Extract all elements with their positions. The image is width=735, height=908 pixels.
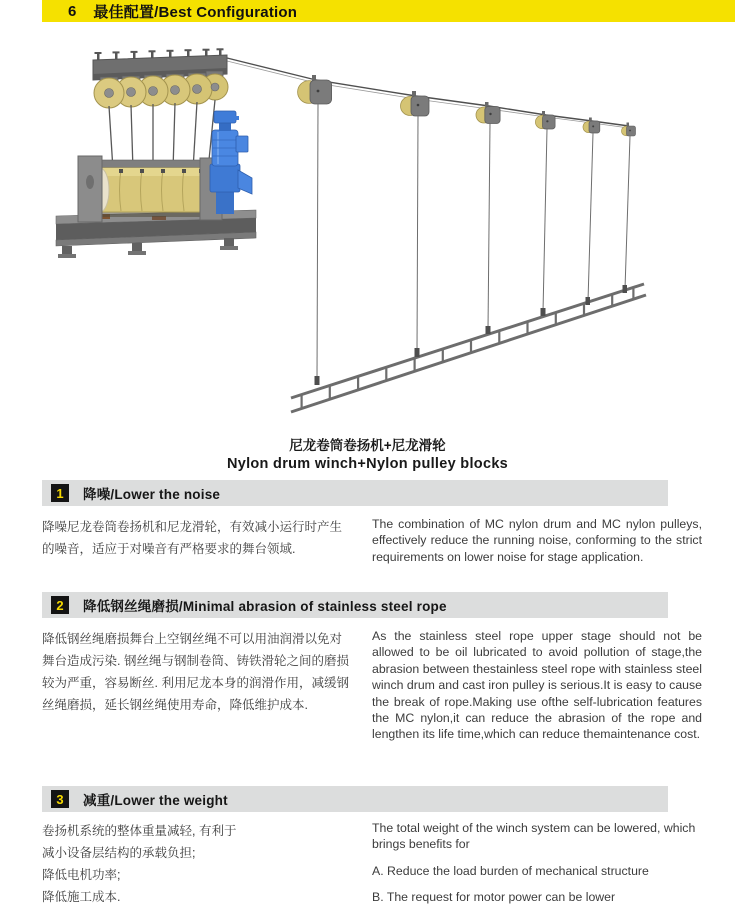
pulley-block bbox=[621, 123, 635, 137]
drum-cables bbox=[109, 100, 215, 170]
section-body-3 bbox=[42, 812, 702, 908]
cable-clamps bbox=[315, 285, 628, 385]
section-title-3: 减重/Lower the weight bbox=[83, 793, 228, 808]
section-1-text-en: The combination of MC nylon drum and MC nylon pulleys, effectively reduce the running noise, conforming to the strict requirements on lower noise for stage application. bbox=[372, 517, 702, 564]
zh-line: 降低电机功率; bbox=[42, 868, 121, 882]
section-number-badge-1: 1 bbox=[51, 484, 69, 502]
sections-container bbox=[42, 480, 702, 908]
winch-illustration bbox=[0, 30, 735, 430]
chapter-title: 最佳配置/Best Configuration bbox=[93, 3, 298, 21]
zh-line: 卷扬机系统的整体重量减轻, 有利于 bbox=[42, 824, 237, 838]
section-body-1 bbox=[42, 506, 702, 592]
zh-line: 减小设备层结构的承载负担; bbox=[42, 846, 196, 860]
chapter-number: 6 bbox=[68, 2, 77, 20]
figure-caption-en: Nylon drum winch+Nylon pulley blocks bbox=[226, 456, 509, 472]
nylon-pulley-blocks bbox=[298, 75, 636, 136]
en-benefit-b: B. The request for motor power can be lower bbox=[372, 890, 616, 905]
section-body-2 bbox=[42, 618, 702, 786]
en-benefit-a: A. Reduce the load burden of mechanical structure bbox=[372, 863, 649, 878]
head-pulley-beam bbox=[93, 48, 228, 108]
section-minimal-abrasion bbox=[42, 592, 702, 786]
section-number-badge-3: 3 bbox=[51, 790, 69, 808]
section-header-3 bbox=[42, 786, 668, 812]
section-3-list-en bbox=[372, 820, 702, 908]
section-lower-noise bbox=[42, 480, 702, 592]
section-lower-weight bbox=[42, 786, 702, 908]
figure-winch-system bbox=[0, 30, 735, 474]
section-header-2 bbox=[42, 592, 668, 618]
section-2-text-en: As the stainless steel rope upper stage should not be allowed to be oil lubricated to avoid pollution of stage,the abrasion between thestainless steel rope with stainless steel winch drum and cast iron pulley is serious.It is easy to cause the break of rope.Making use ofthe self-lubrication features the MC nylon,it can reduce the abrasion of the rope and lengthen its life time,which can reduce themaintenance cost. bbox=[372, 629, 702, 742]
truss-batten bbox=[291, 284, 646, 412]
wire-rope-horizontal bbox=[227, 58, 629, 128]
winch-drum-assembly bbox=[78, 156, 222, 222]
section-3-list-zh bbox=[42, 820, 350, 908]
section-1-text-zh: 降噪尼龙卷筒卷扬机和尼龙滑轮，有效减小运行时产生的噪音，适应于对噪音有严格要求的舞台领域. bbox=[42, 520, 343, 556]
en-intro: The total weight of the winch system can be lowered, which brings benefits for bbox=[372, 821, 696, 852]
zh-line: 降低施工成本. bbox=[42, 890, 121, 904]
section-header-1 bbox=[42, 480, 668, 506]
figure-caption bbox=[0, 436, 735, 474]
section-2-text-zh: 降低钢丝绳磨损舞台上空钢丝绳不可以用油润滑以免对舞台造成污染. 钢丝绳与钢制卷筒、铸铁滑轮之间的磨损较为严重，容易断丝. 利用尼龙本身的润滑作用，减缓钢丝绳磨损，延长钢丝绳使用寿命，降低维护成本. bbox=[42, 632, 349, 712]
figure-caption-zh: 尼龙卷筒卷扬机+尼龙滑轮 bbox=[289, 438, 446, 453]
chapter-bar bbox=[42, 0, 735, 22]
section-number-badge-2: 2 bbox=[51, 596, 69, 614]
section-title-2: 降低钢丝绳磨损/Minimal abrasion of stainless steel rope bbox=[83, 599, 447, 614]
section-title-1: 降噪/Lower the noise bbox=[83, 487, 221, 502]
motor-gearbox bbox=[210, 111, 252, 214]
